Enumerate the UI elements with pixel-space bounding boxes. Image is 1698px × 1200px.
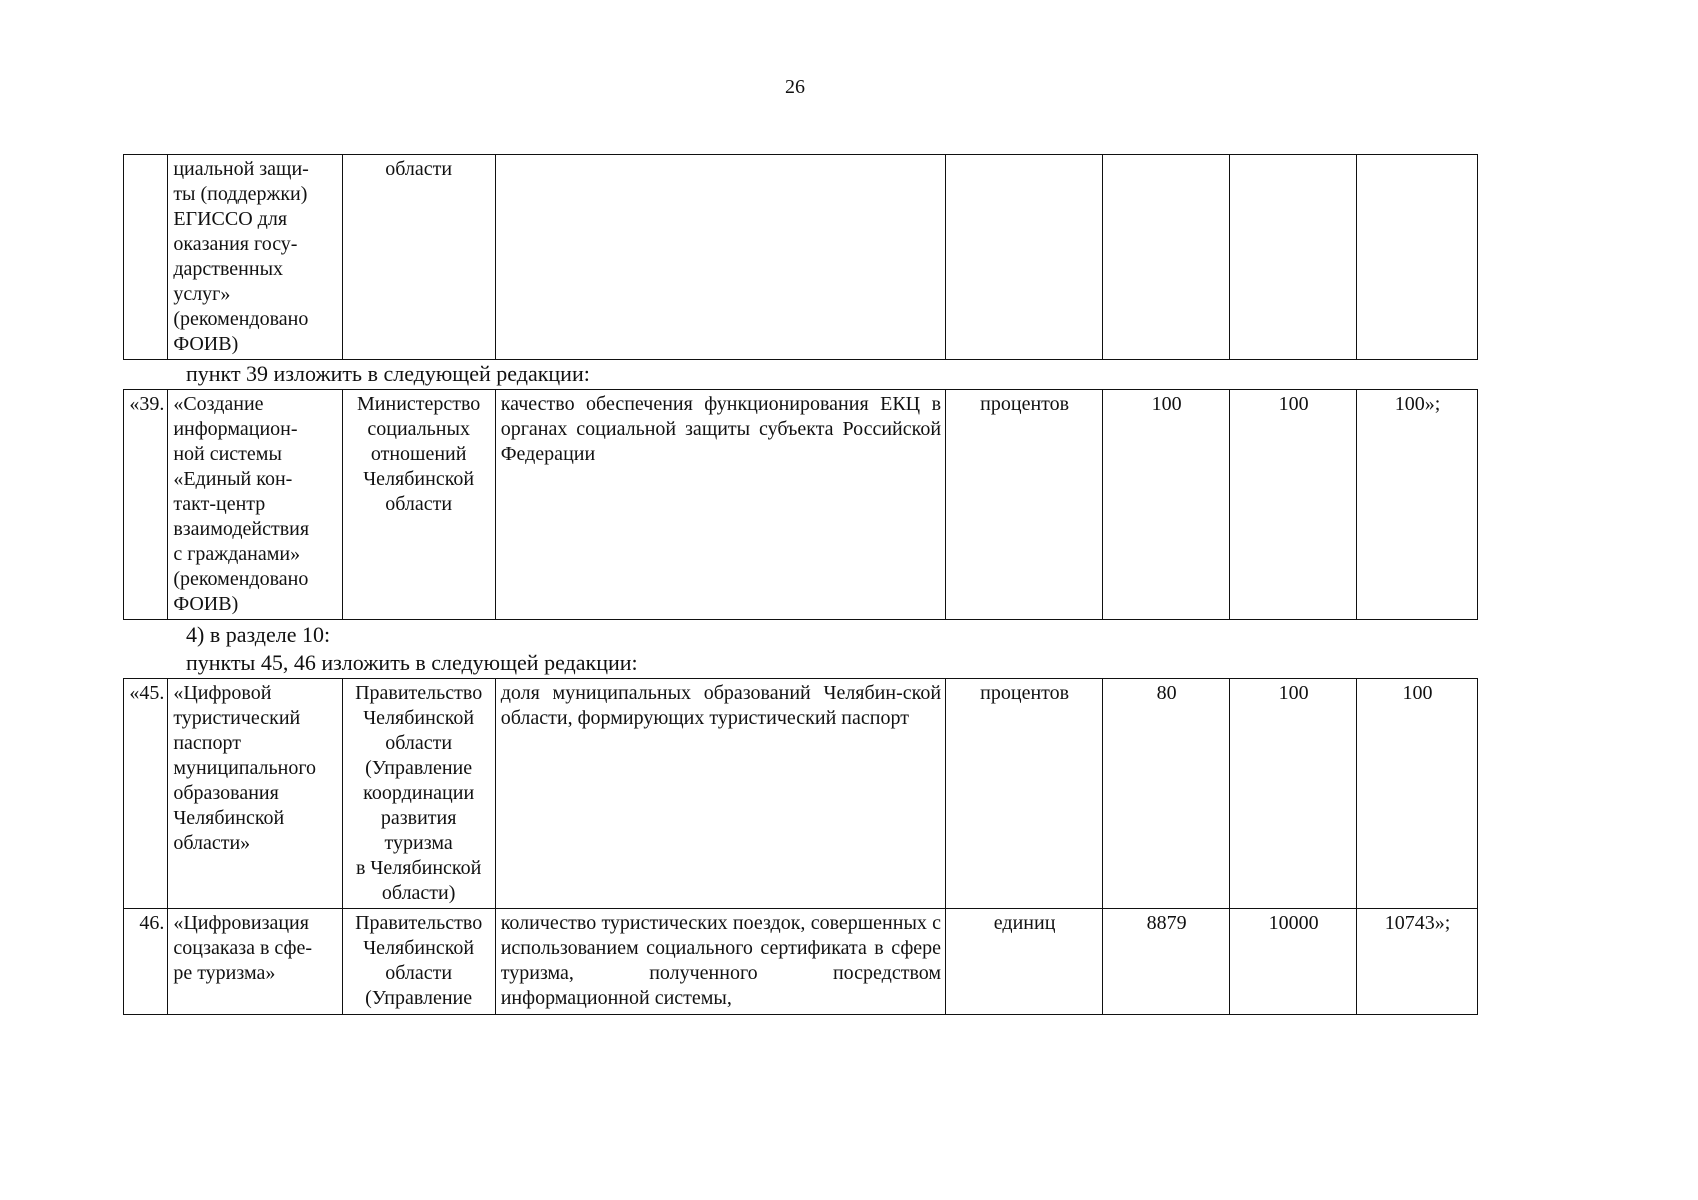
table-row [124,155,1478,360]
value-2-cell [1230,155,1357,360]
responsible-org-cell: области [342,155,495,360]
indicator-cell: доля муниципальных образований Челябин-ской области, формирующих туристический паспорт [495,679,945,909]
row-number-cell: «39. [124,390,168,620]
value-3-cell: 10743»; [1357,909,1478,1015]
project-name-cell: «Цифровой туристический паспорт муниципального образования Челябинской области» [168,679,342,909]
row-number-cell [124,155,168,360]
responsible-org-cell: Правительство Челябинской области (Управление координации развития туризма в Челябинской области) [342,679,495,909]
value-1-cell: 80 [1103,679,1230,909]
table-row [124,390,1478,620]
responsible-org-cell: Правительство Челябинской области (Управление [342,909,495,1015]
indicator-cell: количество туристических поездок, совершенных с использованием социального сертификата в сфере туризма, полученного посредством информационной системы, [495,909,945,1015]
value-2-cell: 10000 [1230,909,1357,1015]
value-3-cell: 100»; [1357,390,1478,620]
item-39-table [123,389,1478,620]
project-name-cell: циальной защи- ты (поддержки) ЕГИССО для оказания госу- дарственных услуг» (рекомендовано ФОИВ) [168,155,342,360]
responsible-org-cell: Министерство социальных отношений Челябинской области [342,390,495,620]
section-10-heading: 4) в разделе 10: [186,622,331,647]
indicator-cell [495,155,945,360]
continued-table [123,154,1478,360]
value-1-cell: 100 [1103,390,1230,620]
instruction-heading-45-46: пункты 45, 46 изложить в следующей редакции: [186,650,638,675]
project-name-cell: «Цифровизация соцзаказа в сфе- ре туризма» [168,909,342,1015]
unit-cell [946,155,1103,360]
value-2-cell: 100 [1230,679,1357,909]
page-number: 26 [785,76,805,98]
value-2-cell: 100 [1230,390,1357,620]
value-3-cell: 100 [1357,679,1478,909]
table-row [124,679,1478,909]
unit-cell: процентов [946,390,1103,620]
row-number-cell: «45. [124,679,168,909]
indicator-cell: качество обеспечения функционирования ЕКЦ в органах социальной защиты субъекта Российской Федерации [495,390,945,620]
row-number-cell: 46. [124,909,168,1015]
instruction-heading-39: пункт 39 изложить в следующей редакции: [186,361,590,386]
unit-cell: единиц [946,909,1103,1015]
table-row [124,909,1478,1015]
value-3-cell [1357,155,1478,360]
value-1-cell [1103,155,1230,360]
unit-cell: процентов [946,679,1103,909]
value-1-cell: 8879 [1103,909,1230,1015]
items-45-46-table [123,678,1478,1015]
project-name-cell: «Создание информацион- ной системы «Единый кон- такт-центр взаимодействия с гражданами» (рекомендовано ФОИВ) [168,390,342,620]
